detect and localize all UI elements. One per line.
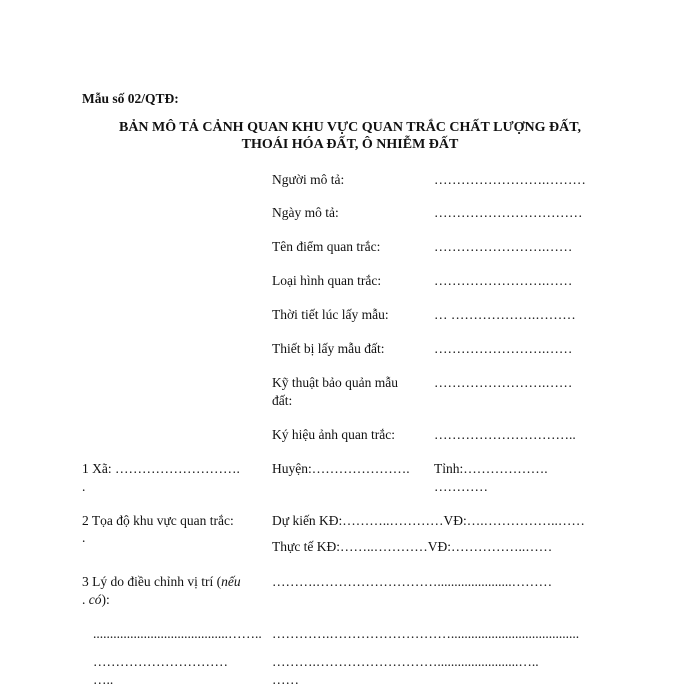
bottom-row3-right: ……	[272, 672, 299, 687]
field-value-thiet-bi[interactable]: …………………….……	[434, 341, 573, 356]
field-label-nguoi-mo-ta: Người mô tả:	[272, 172, 345, 187]
field-label-ten-diem: Tên điểm quan trắc:	[272, 239, 381, 254]
field-value-ten-diem[interactable]: …………………….……	[434, 239, 573, 254]
form-code: Mẫu số 02/QTĐ:	[82, 91, 179, 106]
field-label-thoi-tiet: Thời tiết lúc lấy mẫu:	[272, 307, 389, 322]
field-label-thiet-bi: Thiết bị lấy mẫu đất:	[272, 341, 385, 356]
bottom-row2-right[interactable]: ……….………………………........................…..	[272, 654, 539, 669]
title-line-1: BẢN MÔ TẢ CẢNH QUAN KHU VỰC QUAN TRẮC CHẤT LƯỢNG ĐẤT,	[118, 120, 582, 135]
field-value-ky-hieu-anh[interactable]: …………………………..	[434, 427, 576, 442]
field-label-ky-hieu-anh: Ký hiệu ảnh quan trắc:	[272, 427, 395, 442]
sec3-label-line2-suffix: ):	[101, 592, 110, 607]
sec2-thuc-te[interactable]: Thực tế KĐ:……..…………VĐ:……………..……	[272, 539, 553, 554]
sec1-tinh-line1[interactable]: Tỉnh:……………….	[434, 461, 548, 476]
field-label-ky-thuat-l2: đất:	[272, 393, 293, 408]
sec2-du-kien[interactable]: Dự kiến KĐ:………..…………VĐ:….……………..……	[272, 513, 585, 528]
bottom-row1-right[interactable]: ………….………………………......................................	[272, 626, 580, 641]
sec3-value[interactable]: ……….………………………......................………	[272, 574, 553, 589]
sec1-xa-line1[interactable]: 1 Xã: ……………………….	[82, 461, 240, 476]
sec3-label-line2	[82, 591, 110, 608]
field-value-thoi-tiet[interactable]: … ……………….………	[434, 307, 576, 322]
bottom-row2-left[interactable]: …………………………	[93, 654, 228, 669]
sec3-label-italic-2: có	[88, 592, 102, 607]
field-value-nguoi-mo-ta[interactable]: …………………….………	[434, 172, 586, 187]
field-label-ky-thuat-l1: Kỹ thuật bảo quản mẫu	[272, 375, 398, 390]
field-value-loai-hinh[interactable]: …………………….……	[434, 273, 573, 288]
field-value-ky-thuat[interactable]: …………………….……	[434, 375, 573, 390]
bottom-row3-left: …..	[93, 672, 114, 687]
field-label-loai-hinh: Loại hình quan trắc:	[272, 273, 382, 288]
title-line-2: THOÁI HÓA ĐẤT, Ô NHIỄM ĐẤT	[241, 137, 459, 152]
sec1-huyen[interactable]: Huyện:………………….	[272, 461, 410, 476]
field-label-ngay-mo-ta: Ngày mô tả:	[272, 205, 339, 220]
bottom-row1-left[interactable]: ........................................……..	[93, 626, 262, 641]
sec2-label-line1: 2 Tọa độ khu vực quan trắc:	[82, 513, 234, 528]
sec3-label-prefix: 3 Lý do điều chỉnh vị trí (	[82, 574, 222, 589]
sec1-xa-line2: .	[82, 479, 86, 494]
sec1-tinh-line2: …………	[434, 479, 488, 494]
sec3-label-italic-1: nếu	[221, 574, 241, 589]
field-value-ngay-mo-ta[interactable]: ……………………………	[434, 205, 583, 220]
sec3-label-line2-prefix: .	[82, 592, 89, 607]
sec3-label-line1	[82, 573, 241, 590]
sec2-label-line2: .	[82, 530, 86, 545]
